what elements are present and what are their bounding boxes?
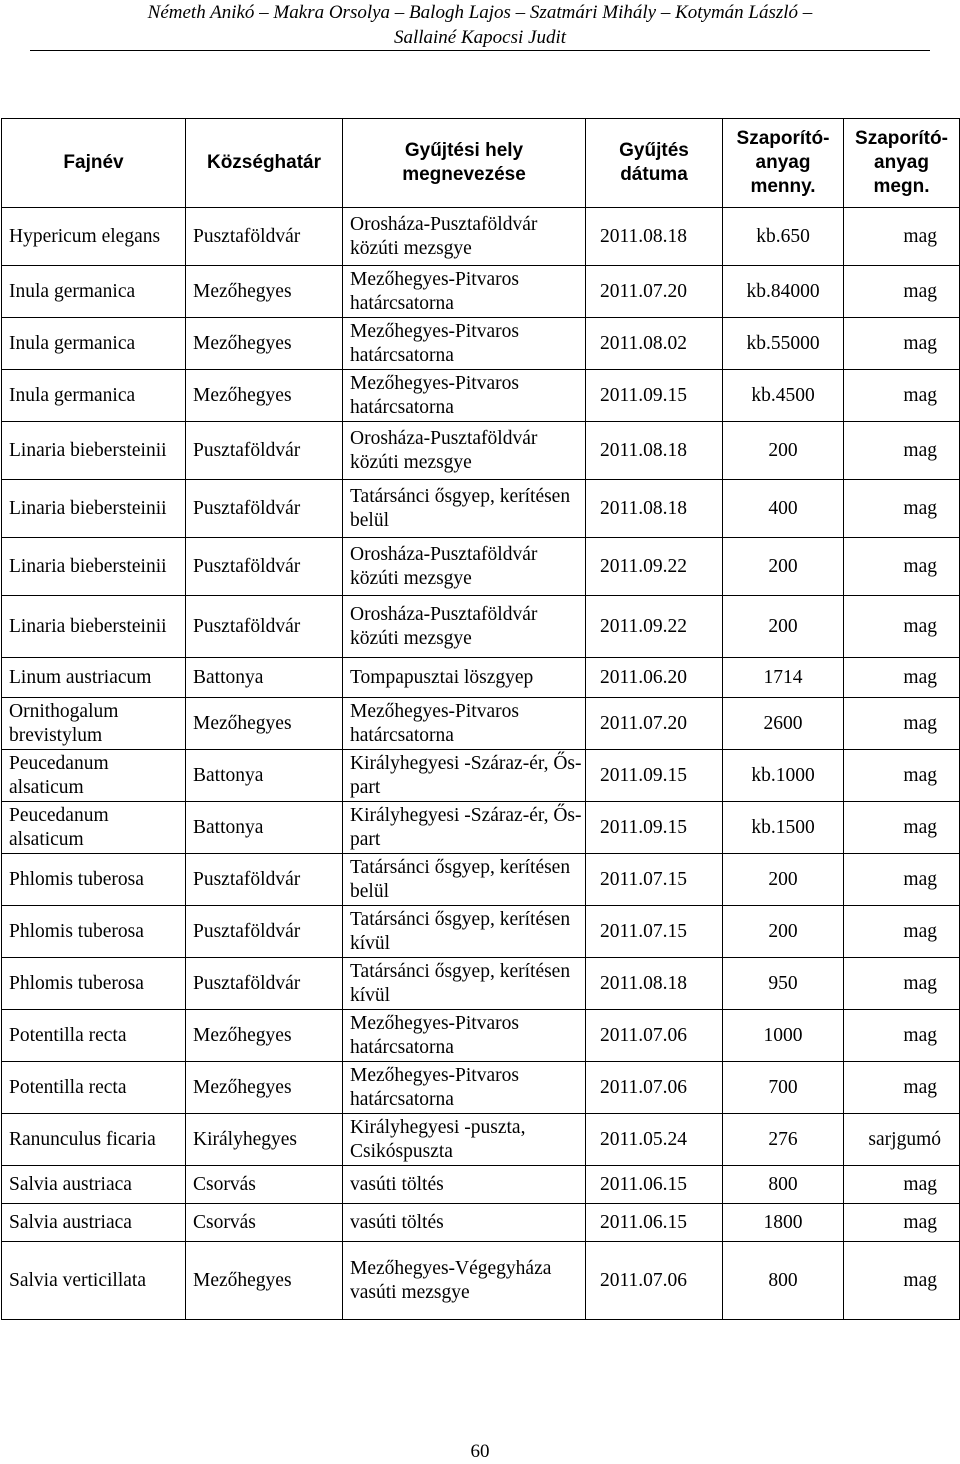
cell-species-name: Linaria biebersteinii [2,422,186,480]
cell-material-type: mag [844,480,960,538]
cell-material-quantity: 200 [723,538,844,596]
column-header-species-name: Fajnév [2,119,186,208]
cell-material-quantity: kb.1500 [723,802,844,854]
cell-material-type: mag [844,854,960,906]
cell-material-type: mag [844,318,960,370]
table-row [2,1242,960,1320]
cell-species-name: Ranunculus ficaria [2,1114,186,1166]
running-head [0,0,960,50]
column-header-collection-site: Gyűjtési hely megnevezése [343,119,586,208]
table-header-row [2,119,960,208]
column-header-material-quantity: Szaporító-anyag menny. [723,119,844,208]
cell-collection-site: Orosháza-Pusztaföldvár közúti mezsgye [343,208,586,266]
cell-municipality: Mezőhegyes [186,318,343,370]
cell-collection-date: 2011.05.24 [586,1114,723,1166]
running-head-authors-line1: Németh Anikó – Makra Orsolya – Balogh Lajos – Szatmári Mihály – Kotymán László – [147,2,813,23]
cell-collection-date: 2011.07.06 [586,1010,723,1062]
cell-collection-site: Orosháza-Pusztaföldvár közúti mezsgye [343,422,586,480]
cell-species-name: Inula germanica [2,266,186,318]
page-number: 60 [470,1441,490,1462]
cell-material-type: sarjgumó [844,1114,960,1166]
cell-material-quantity: 1714 [723,658,844,698]
cell-collection-site: Mezőhegyes-Pitvaros határcsatorna [343,1062,586,1114]
cell-municipality: Mezőhegyes [186,1010,343,1062]
table-row [2,596,960,658]
cell-municipality: Mezőhegyes [186,1242,343,1320]
cell-collection-date: 2011.08.18 [586,958,723,1010]
cell-collection-site: vasúti töltés [343,1166,586,1204]
table-row [2,658,960,698]
cell-municipality: Csorvás [186,1166,343,1204]
cell-collection-site: vasúti töltés [343,1204,586,1242]
cell-municipality: Csorvás [186,1204,343,1242]
cell-species-name: Phlomis tuberosa [2,854,186,906]
cell-material-type: mag [844,596,960,658]
cell-collection-date: 2011.06.20 [586,658,723,698]
table-row [2,906,960,958]
table-row [2,538,960,596]
cell-material-type: mag [844,208,960,266]
cell-collection-site: Mezőhegyes-Pitvaros határcsatorna [343,698,586,750]
cell-collection-site: Tatársánci ősgyep, kerítésen kívül [343,906,586,958]
cell-material-type: mag [844,1242,960,1320]
cell-species-name: Peucedanum alsaticum [2,802,186,854]
table-row [2,854,960,906]
cell-municipality: Pusztaföldvár [186,958,343,1010]
cell-municipality: Mezőhegyes [186,266,343,318]
cell-material-type: mag [844,538,960,596]
table-row [2,802,960,854]
cell-species-name: Salvia verticillata [2,1242,186,1320]
cell-material-type: mag [844,422,960,480]
cell-species-name: Ornithogalum brevistylum [2,698,186,750]
cell-species-name: Phlomis tuberosa [2,958,186,1010]
cell-collection-site: Tatársánci ősgyep, kerítésen kívül [343,958,586,1010]
cell-material-quantity: kb.84000 [723,266,844,318]
table-row [2,480,960,538]
cell-material-quantity: 200 [723,906,844,958]
cell-species-name: Potentilla recta [2,1010,186,1062]
table-row [2,266,960,318]
column-header-material-type: Szaporító-anyag megn. [844,119,960,208]
cell-material-type: mag [844,1062,960,1114]
cell-collection-date: 2011.09.22 [586,538,723,596]
cell-material-quantity: 2600 [723,698,844,750]
cell-collection-date: 2011.07.06 [586,1242,723,1320]
cell-collection-date: 2011.09.15 [586,750,723,802]
table-row [2,1010,960,1062]
cell-municipality: Mezőhegyes [186,698,343,750]
table-row [2,958,960,1010]
cell-material-type: mag [844,1204,960,1242]
cell-collection-date: 2011.09.22 [586,596,723,658]
cell-collection-site: Királyhegyesi -puszta, Csikóspuszta [343,1114,586,1166]
cell-collection-site: Tompapusztai löszgyep [343,658,586,698]
cell-collection-date: 2011.09.15 [586,802,723,854]
cell-material-type: mag [844,906,960,958]
cell-collection-date: 2011.07.15 [586,854,723,906]
cell-collection-date: 2011.09.15 [586,370,723,422]
cell-material-type: mag [844,698,960,750]
cell-material-type: mag [844,750,960,802]
cell-material-quantity: 950 [723,958,844,1010]
cell-material-quantity: kb.1000 [723,750,844,802]
cell-collection-site: Királyhegyesi -Száraz-ér, Ős-part [343,750,586,802]
table-header [2,119,960,208]
table-row [2,1062,960,1114]
cell-collection-site: Orosháza-Pusztaföldvár közúti mezsgye [343,538,586,596]
cell-collection-date: 2011.08.18 [586,480,723,538]
cell-collection-date: 2011.08.18 [586,422,723,480]
column-header-collection-date: Gyűjtés dátuma [586,119,723,208]
cell-species-name: Hypericum elegans [2,208,186,266]
table-row [2,370,960,422]
column-header-municipality: Községhatár [186,119,343,208]
cell-municipality: Battonya [186,802,343,854]
cell-species-name: Inula germanica [2,370,186,422]
cell-collection-site: Királyhegyesi -Száraz-ér, Ős-part [343,802,586,854]
cell-collection-date: 2011.06.15 [586,1204,723,1242]
cell-collection-date: 2011.07.06 [586,1062,723,1114]
cell-material-quantity: kb.4500 [723,370,844,422]
table-row [2,698,960,750]
cell-material-quantity: kb.55000 [723,318,844,370]
cell-municipality: Battonya [186,658,343,698]
cell-collection-site: Mezőhegyes-Pitvaros határcsatorna [343,266,586,318]
cell-material-type: mag [844,1166,960,1204]
cell-municipality: Pusztaföldvár [186,538,343,596]
cell-municipality: Pusztaföldvár [186,854,343,906]
cell-collection-date: 2011.07.20 [586,698,723,750]
table-row [2,318,960,370]
cell-collection-site: Mezőhegyes-Pitvaros határcsatorna [343,370,586,422]
table-row [2,1114,960,1166]
cell-material-quantity: 200 [723,596,844,658]
cell-species-name: Phlomis tuberosa [2,906,186,958]
running-head-authors-line2: Sallainé Kapocsi Judit [393,27,567,48]
cell-material-type: mag [844,958,960,1010]
cell-collection-site: Mezőhegyes-Pitvaros határcsatorna [343,1010,586,1062]
cell-collection-site: Mezőhegyes-Végegyháza vasúti mezsgye [343,1242,586,1320]
seed-collection-table [1,118,960,1320]
cell-material-quantity: 1800 [723,1204,844,1242]
table-row [2,1166,960,1204]
cell-collection-site: Orosháza-Pusztaföldvár közúti mezsgye [343,596,586,658]
cell-material-type: mag [844,1010,960,1062]
cell-collection-date: 2011.07.20 [586,266,723,318]
cell-collection-date: 2011.08.18 [586,208,723,266]
cell-municipality: Pusztaföldvár [186,422,343,480]
cell-municipality: Mezőhegyes [186,1062,343,1114]
header-rule [30,50,930,51]
cell-species-name: Linaria biebersteinii [2,538,186,596]
cell-material-type: mag [844,266,960,318]
cell-material-quantity: 800 [723,1242,844,1320]
cell-collection-site: Mezőhegyes-Pitvaros határcsatorna [343,318,586,370]
cell-collection-site: Tatársánci ősgyep, kerítésen belül [343,480,586,538]
cell-collection-date: 2011.07.15 [586,906,723,958]
cell-material-quantity: 700 [723,1062,844,1114]
table-row [2,750,960,802]
table-body [2,208,960,1320]
cell-species-name: Peucedanum alsaticum [2,750,186,802]
cell-material-quantity: 200 [723,422,844,480]
cell-species-name: Linum austriacum [2,658,186,698]
cell-material-quantity: kb.650 [723,208,844,266]
cell-material-type: mag [844,370,960,422]
cell-municipality: Pusztaföldvár [186,596,343,658]
cell-material-type: mag [844,658,960,698]
cell-collection-site: Tatársánci ősgyep, kerítésen belül [343,854,586,906]
cell-material-quantity: 1000 [723,1010,844,1062]
cell-municipality: Battonya [186,750,343,802]
table-row [2,208,960,266]
table-row [2,1204,960,1242]
cell-municipality: Pusztaföldvár [186,480,343,538]
cell-species-name: Potentilla recta [2,1062,186,1114]
cell-species-name: Salvia austriaca [2,1204,186,1242]
cell-material-quantity: 200 [723,854,844,906]
cell-species-name: Linaria biebersteinii [2,480,186,538]
cell-municipality: Mezőhegyes [186,370,343,422]
table-row [2,422,960,480]
cell-material-type: mag [844,802,960,854]
cell-species-name: Linaria biebersteinii [2,596,186,658]
cell-municipality: Pusztaföldvár [186,208,343,266]
cell-municipality: Pusztaföldvár [186,906,343,958]
cell-material-quantity: 276 [723,1114,844,1166]
cell-material-quantity: 400 [723,480,844,538]
cell-collection-date: 2011.06.15 [586,1166,723,1204]
cell-material-quantity: 800 [723,1166,844,1204]
cell-municipality: Királyhegyes [186,1114,343,1166]
cell-collection-date: 2011.08.02 [586,318,723,370]
cell-species-name: Salvia austriaca [2,1166,186,1204]
cell-species-name: Inula germanica [2,318,186,370]
